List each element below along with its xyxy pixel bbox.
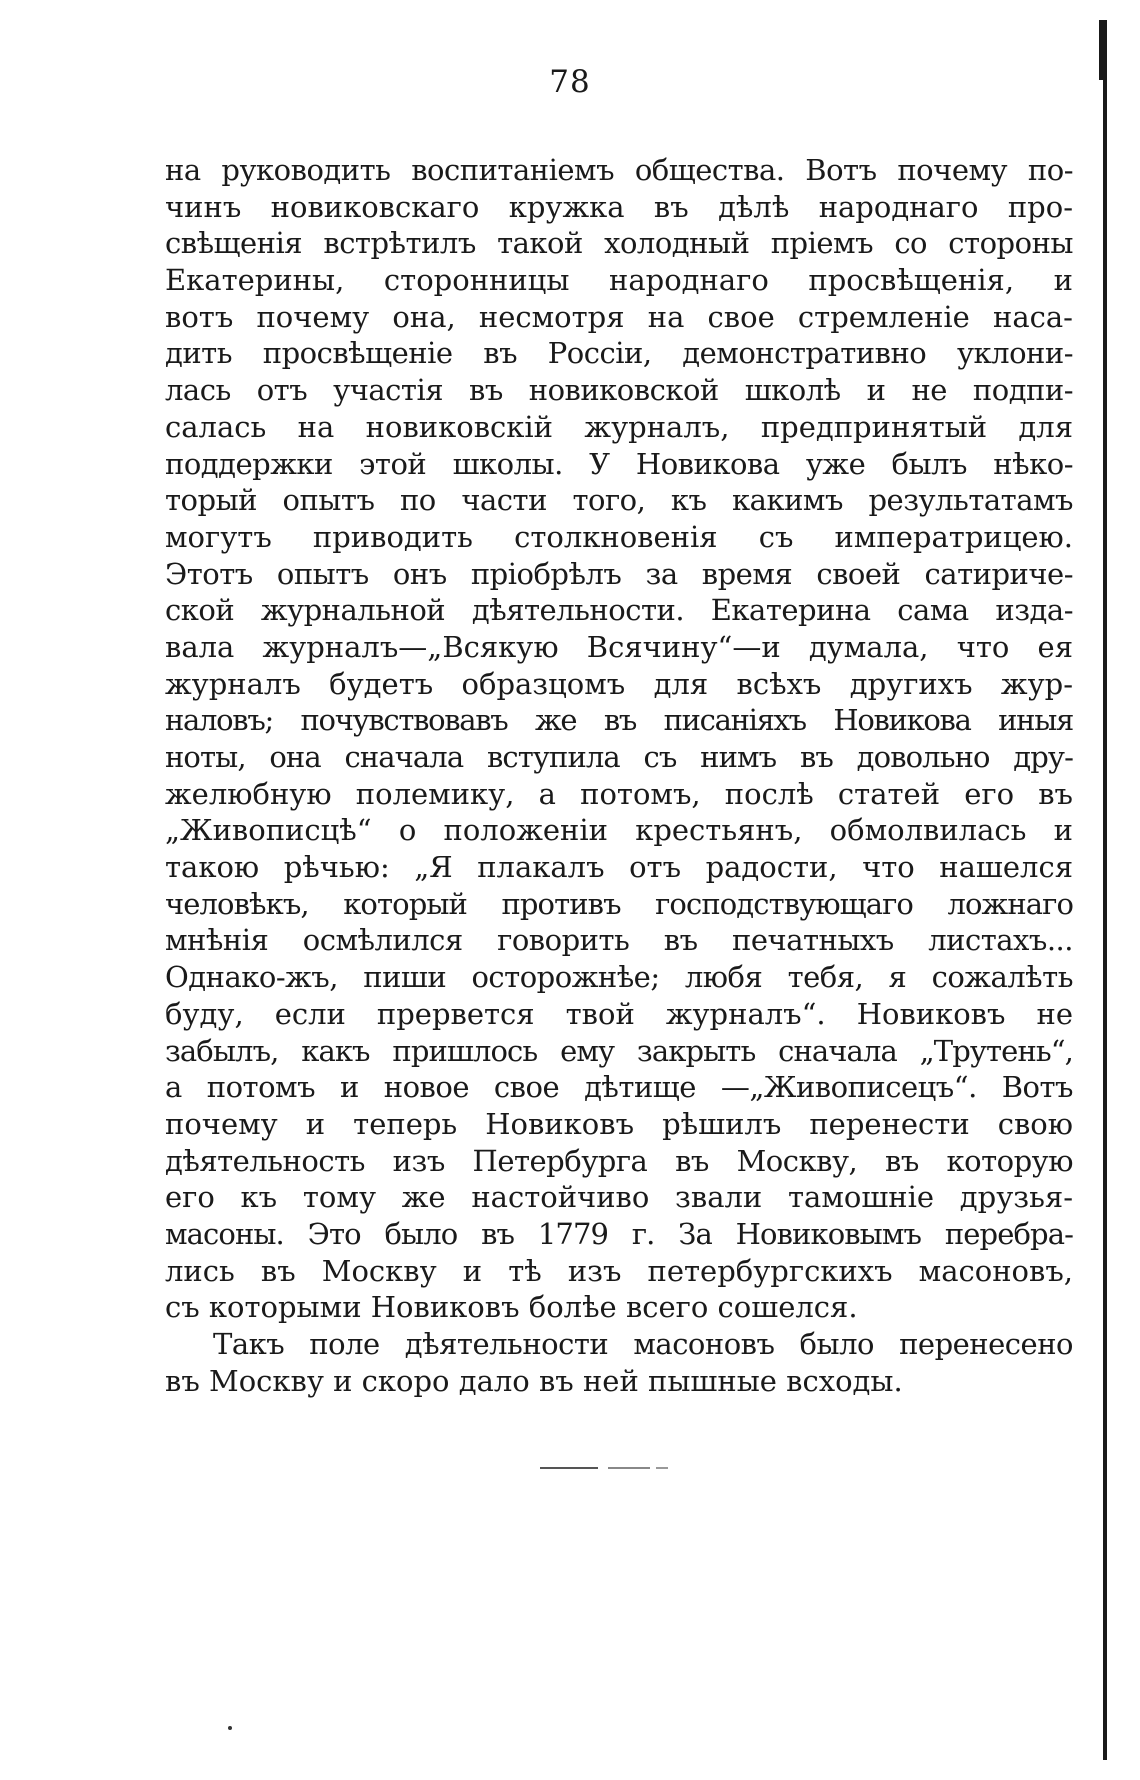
- text-line: масоны. Это было въ 1779 г. За Новиковымъ перебра-: [165, 1216, 1073, 1251]
- section-end-rule: [540, 1457, 680, 1460]
- text-line: журналъ будетъ образцомъ для всѣхъ другихъ жур-: [165, 666, 1073, 701]
- text-line: человѣкъ, который противъ господствующаго ложнаго: [165, 886, 1073, 921]
- text-line: Однако-жъ, пиши осторожнѣе; любя тебя, я сожалѣть: [165, 960, 1073, 995]
- text-line: вотъ почему она, несмотря на свое стремленіе наса-: [165, 299, 1073, 334]
- text-line: торый опытъ по части того, къ какимъ результатамъ: [165, 483, 1073, 518]
- text-line: „Живописцѣ“ о положеніи крестьянъ, обмолвилась и: [165, 813, 1073, 848]
- text-line: Такъ поле дѣятельности масоновъ было перенесено: [213, 1327, 1073, 1361]
- text-line: чинъ новиковскаго кружка въ дѣлѣ народнаго про-: [165, 189, 1073, 224]
- text-line: дить просвѣщеніе въ Россіи, демонстративно уклони-: [165, 336, 1073, 371]
- text-line: ноты, она сначала вступила съ нимъ въ довольно дру-: [165, 740, 1073, 774]
- text-line: поддержки этой школы. У Новикова уже былъ нѣко-: [165, 446, 1073, 481]
- text-line: такою рѣчью: „Я плакалъ отъ радости, что нашелся: [165, 850, 1073, 885]
- page-edge-shadow: [1103, 20, 1107, 1760]
- text-line: наловъ; почувствовавъ же въ писаніяхъ Новикова иныя: [165, 703, 1073, 738]
- text-line: Екатерины, сторонницы народнаго просвѣщенія, и: [165, 263, 1073, 298]
- text-line: почему и теперь Новиковъ рѣшилъ перенести свою: [165, 1106, 1073, 1141]
- body-text: [165, 152, 1073, 1399]
- text-line: а потомъ и новое свое дѣтище —„Живописецъ“. Вотъ: [165, 1070, 1073, 1105]
- text-line: лась отъ участія въ новиковской школѣ и не подпи-: [165, 373, 1073, 408]
- text-line: съ которыми Новиковъ болѣе всего сошелся.: [165, 1290, 858, 1325]
- print-speck: [228, 1726, 232, 1730]
- text-line: его къ тому же настойчиво звали тамошніе друзья-: [165, 1180, 1073, 1215]
- text-line: буду, если прервется твой журналъ“. Новиковъ не: [165, 996, 1073, 1031]
- text-line: свѣщенія встрѣтилъ такой холодный пріемъ со стороны: [165, 226, 1073, 261]
- text-line: мнѣнія осмѣлился говорить въ печатныхъ листахъ...: [165, 923, 1073, 958]
- text-line: на руководить воспитаніемъ общества. Вотъ почему по-: [165, 153, 1073, 187]
- text-line: лись въ Москву и тѣ изъ петербургскихъ масоновъ,: [165, 1253, 1073, 1288]
- text-line: вала журналъ—„Всякую Всячину“—и думала, что ея: [165, 629, 1073, 664]
- text-line: дѣятельность изъ Петербурга въ Москву, въ которую: [165, 1143, 1073, 1178]
- text-line: могутъ приводить столкновенія съ императрицею.: [165, 519, 1073, 554]
- text-line: забылъ, какъ пришлось ему закрыть сначала „Трутень“,: [165, 1033, 1073, 1068]
- text-line: Этотъ опытъ онъ пріобрѣлъ за время своей сатириче-: [165, 556, 1073, 591]
- page-number: 78: [549, 64, 591, 100]
- text-line: салась на новиковскій журналъ, предпринятый для: [165, 409, 1073, 444]
- text-line: ской журнальной дѣятельности. Екатерина сама изда-: [165, 593, 1073, 628]
- text-line: въ Москву и скоро дало въ ней пышные всходы.: [165, 1363, 903, 1398]
- text-line: желюбную полемику, а потомъ, послѣ статей его въ: [165, 776, 1073, 811]
